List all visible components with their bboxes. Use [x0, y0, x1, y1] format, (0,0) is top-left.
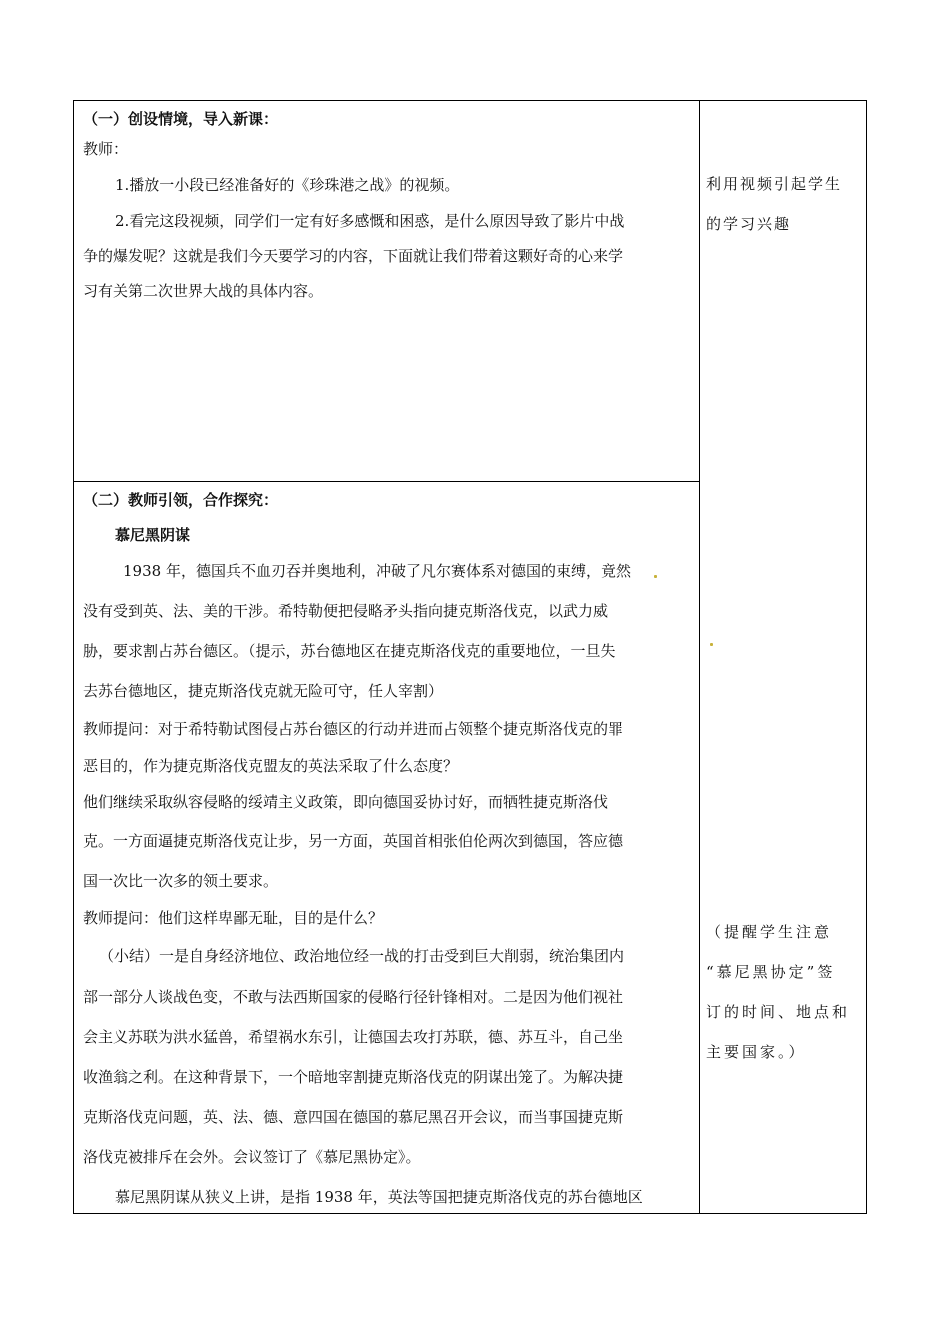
lesson-plan-table — [73, 100, 867, 1214]
section2-line: 洛伐克被排斥在会外。会议签订了《慕尼黑协定》。 — [83, 1148, 421, 1166]
section1-note-cell — [706, 164, 862, 244]
section1-item2-line1: 2.看完这段视频，同学们一定有好多感慨和困惑，是什么原因导致了影片中战 — [115, 212, 625, 230]
section1-note-line2: 的学习兴趣 — [706, 215, 792, 233]
column-divider — [699, 101, 700, 1213]
section1-content-cell — [83, 101, 693, 481]
section2-line: 部一部分人谈战色变，不敢与法西斯国家的侵略行径针锋相对。二是因为他们视社 — [83, 988, 624, 1006]
section2-line: （小结）一是自身经济地位、政治地位经一战的打击受到巨大削弱，统治集团内 — [99, 947, 625, 965]
section2-subheading: 慕尼黑阴谋 — [115, 526, 191, 544]
section1-item1: 1.播放一小段已经准备好的《珍珠港之战》的视频。 — [115, 176, 460, 194]
section2-line: 他们继续采取纵容侵略的绥靖主义政策，即向德国妥协讨好，而牺牲捷克斯洛伐 — [83, 793, 609, 811]
section2-heading: （二）教师引领，合作探究： — [83, 491, 279, 509]
section2-line: 恶目的，作为捷克斯洛伐克盟友的英法采取了什么态度？ — [83, 757, 459, 775]
section2-line: 1938 年，德国兵不血刃吞并奥地利，冲破了凡尔赛体系对德国的束缚，竟然 — [123, 562, 631, 580]
teacher-label: 教师： — [83, 140, 129, 158]
section2-line: 克斯洛伐克问题，英、法、德、意四国在德国的慕尼黑召开会议，而当事国捷克斯 — [83, 1108, 624, 1126]
stray-mark — [710, 643, 713, 646]
section2-line: 教师提问：他们这样卑鄙无耻，目的是什么？ — [83, 909, 384, 927]
section1-note-line1: 利用视频引起学生 — [706, 175, 843, 193]
section2-note-cell — [706, 912, 862, 1072]
section2-line: 收渔翁之利。在这种背景下，一个暗地宰割捷克斯洛伐克的阴谋出笼了。为解决捷 — [83, 1068, 624, 1086]
section2-content-cell — [83, 482, 693, 1214]
section2-line: 教师提问：对于希特勒试图侵占苏台德区的行动并进而占领整个捷克斯洛伐克的罪 — [83, 720, 624, 738]
section2-note-line: （提醒学生注意 — [706, 923, 833, 941]
section2-line: 克。一方面逼捷克斯洛伐克让步，另一方面，英国首相张伯伦两次到德国，答应德 — [83, 832, 624, 850]
section2-line: 会主义苏联为洪水猛兽，希望祸水东引，让德国去攻打苏联，德、苏互斗，自己坐 — [83, 1028, 624, 1046]
stray-mark — [654, 575, 657, 578]
section1-item2-line3: 习有关第二次世界大战的具体内容。 — [83, 282, 324, 300]
section2-line: 慕尼黑阴谋从狭义上讲，是指 1938 年，英法等国把捷克斯洛伐克的苏台德地区 — [115, 1188, 643, 1206]
section2-line: 胁，要求割占苏台德区。（提示，苏台德地区在捷克斯洛伐克的重要地位，一旦失 — [83, 642, 616, 660]
section1-item2-line2: 争的爆发呢？这就是我们今天要学习的内容，下面就让我们带着这颗好奇的心来学 — [83, 247, 624, 265]
section2-note-line: 订的时间、地点和 — [706, 1003, 851, 1021]
section2-note-line: “慕尼黑协定”签 — [706, 963, 836, 981]
section2-line: 去苏台德地区，捷克斯洛伐克就无险可守，任人宰割） — [83, 682, 444, 700]
section2-line: 没有受到英、法、美的干涉。希特勒便把侵略矛头指向捷克斯洛伐克，以武力威 — [83, 602, 609, 620]
section2-line: 国一次比一次多的领土要求。 — [83, 872, 279, 890]
section1-heading: （一）创设情境，导入新课： — [83, 110, 279, 128]
section2-note-line: 主要国家。） — [706, 1043, 807, 1061]
